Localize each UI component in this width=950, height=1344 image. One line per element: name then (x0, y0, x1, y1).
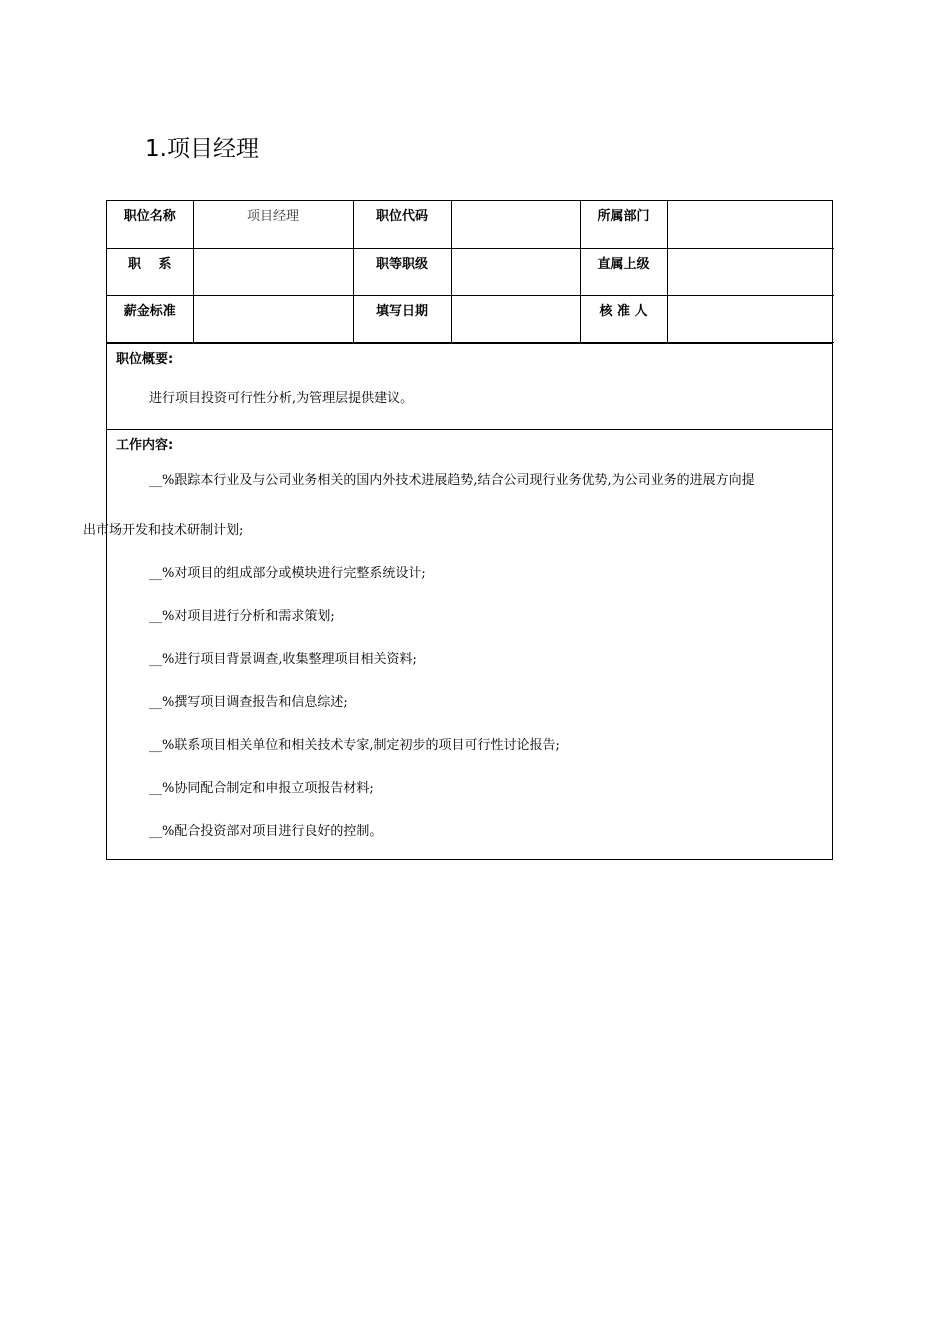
fill-date-value (451, 295, 580, 342)
job-family-value (193, 248, 353, 295)
list-item: __%进行项目背景调查,收集整理项目相关资料; (149, 651, 417, 667)
position-code-label: 职位代码 (353, 201, 451, 248)
salary-standard-label: 薪金标准 (107, 295, 193, 342)
page-title: 1.项目经理 (145, 136, 259, 162)
job-duties-section (83, 429, 832, 859)
list-item: __%联系项目相关单位和相关技术专家,制定初步的项目可行性讨论报告; (149, 737, 560, 753)
fill-date-label: 填写日期 (353, 295, 451, 342)
approver-value (667, 295, 834, 342)
approver-label: 核 准 人 (580, 295, 667, 342)
position-name-value: 项目经理 (193, 201, 353, 248)
list-item: __%协同配合制定和申报立项报告材料; (149, 780, 374, 796)
department-label: 所属部门 (580, 201, 667, 248)
position-summary-title: 职位概要: (116, 351, 174, 367)
salary-standard-value (193, 295, 353, 342)
job-description-form (83, 200, 833, 860)
list-item: __%对项目的组成部分或模块进行完整系统设计; (149, 565, 426, 581)
table-row (107, 201, 834, 248)
job-duties-title: 工作内容: (116, 437, 174, 453)
position-summary-text: 进行项目投资可行性分析,为管理层提供建议。 (149, 390, 414, 406)
table-row (107, 248, 834, 295)
duty-list (83, 455, 818, 859)
department-value (667, 201, 834, 248)
duty-text-line2: 出市场开发和技术研制计划; (83, 522, 244, 538)
list-item: __%配合投资部对项目进行良好的控制。 (149, 823, 383, 839)
position-name-label: 职位名称 (107, 201, 193, 248)
direct-supervisor-label: 直属上级 (580, 248, 667, 295)
duty-text-line1: __%跟踪本行业及与公司业务相关的国内外技术进展趋势,结合公司现行业务优势,为公司业务的进展方向提 (149, 472, 755, 488)
list-item: __%撰写项目调查报告和信息综述; (149, 694, 348, 710)
grade-level-label: 职等职级 (353, 248, 451, 295)
list-item (83, 472, 818, 540)
job-info-table (107, 201, 834, 343)
direct-supervisor-value (667, 248, 834, 295)
position-code-value (451, 201, 580, 248)
job-family-label: 职 系 (107, 248, 193, 295)
grade-level-value (451, 248, 580, 295)
list-item: __%对项目进行分析和需求策划; (149, 608, 335, 624)
position-summary-section (107, 343, 832, 429)
table-row (107, 295, 834, 342)
